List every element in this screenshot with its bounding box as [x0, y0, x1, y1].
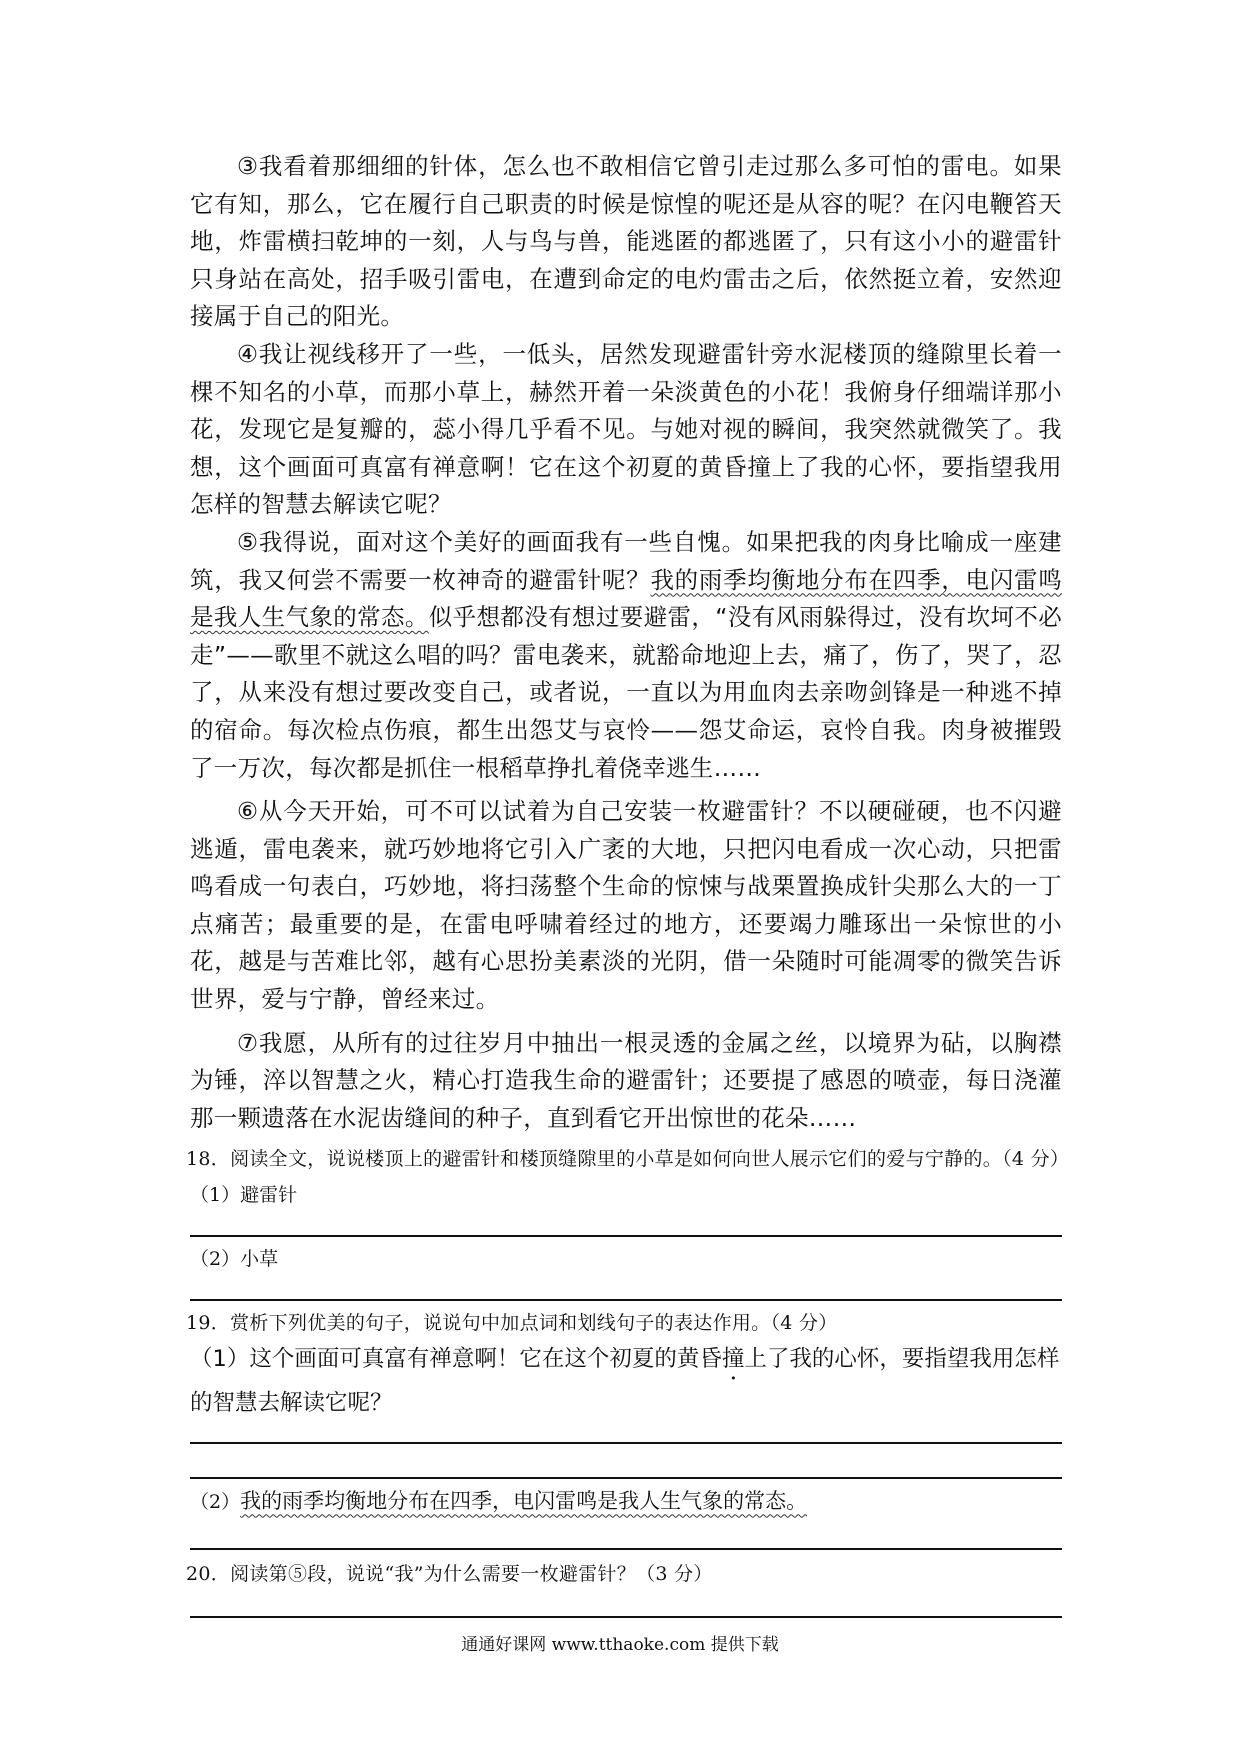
answer-line-19-2[interactable] — [190, 1548, 1062, 1550]
answer-line-20[interactable] — [190, 1616, 1062, 1618]
answer-line-18-1[interactable] — [190, 1235, 1062, 1237]
paragraph-5-text-before: ⑤我得说，面对这个美好的画面我有一些自愧。如果把我的肉身比喻成一座建筑，我又何尝不需要一枚神奇的避雷针呢？ — [190, 527, 1062, 594]
paragraph-5-text-after: 似乎想都没有想过要避雷，“没有风雨躲得过，没有坎坷不必走”——歌里不就这么唱的吗？雷电袭来，就豁命地迎上去，痛了，伤了，哭了，忍了，从来没有想过要改变自己，或者说，一直以为用血肉去亲吻剑锋是一种逃不掉的宿命。每次检点伤痕，都生出怨艾与哀怜——怨艾命运，哀怜自我。肉身被摧毁了一万次，每次都是抓住一根稻草挣扎着侥幸逃生…… — [190, 603, 1063, 782]
paragraph-7: ⑦我愿，从所有的过往岁月中抽出一根灵透的金属之丝，以境界为砧，以胸襟为锤，淬以智慧之火，精心打造我生命的避雷针；还要提了感恩的喷壶，每日浇灌那一颗遗落在水泥齿缝间的种子，直到看它开出惊世的花朵…… — [190, 1028, 1062, 1132]
paragraph-3: ③我看着那细细的针体，怎么也不敢相信它曾引走过那么多可怕的雷电。如果它有知，那么，它在履行自己职责的时候是惊惶的呢还是从容的呢？在闪电鞭笞天地，炸雷横扫乾坤的一刻，人与鸟与兽，能逃匿的都逃匿了，只有这小小的避雷针只身站在高处，招手吸引雷电，在遭到命定的电灼雷击之后，依然挺立着，安然迎接属于自己的阳光。 — [190, 152, 1062, 331]
question-18-sub-1: （1）避雷针 — [190, 1184, 298, 1207]
question-19-sub-1-before: （1）这个画面可真富有禅意啊！它在这个初夏的黄昏 — [190, 1346, 722, 1373]
question-19-sub-1 — [190, 1341, 1062, 1422]
paragraph-5-underlined-sentence: 我的雨季均衡地分布在四季，电闪雷鸣是我人生气象的常态。 — [190, 565, 1062, 632]
question-19-sub-2-underlined: 我的雨季均衡地分布在四季，电闪雷鸣是我人生气象的常态。 — [240, 1489, 808, 1514]
question-19-sub-2 — [190, 1483, 1062, 1520]
question-19-dotted-word: 撞 — [721, 1346, 745, 1373]
question-19-stem: 19．赏析下列优美的句子，说说句中加点词和划线句子的表达作用。（4 分） — [186, 1312, 838, 1335]
questions-section — [186, 1141, 1070, 1618]
paragraph-4: ④我让视线移开了一些，一低头，居然发现避雷针旁水泥楼顶的缝隙里长着一棵不知名的小草，而那小草上，赫然开着一朵淡黄色的小花！我俯身仔细端详那小花，发现它是复瓣的，蕊小得几乎看不见。与她对视的瞬间，我突然就微笑了。我想，这个画面可真富有禅意啊！它在这个初夏的黄昏撞上了我的心怀，要指望我用怎样的智慧去解读它呢？ — [190, 339, 1062, 519]
question-19-sub-2-prefix: （2） — [190, 1491, 241, 1514]
page-footer: 通通好课网 www.tthaoke.com 提供下载 — [461, 1635, 779, 1655]
answer-line-19-1b[interactable] — [190, 1477, 1062, 1479]
question-20-stem: 20．阅读第⑤段，说说“我”为什么需要一枚避雷针？（3 分） — [186, 1563, 713, 1586]
answer-line-18-2[interactable] — [190, 1299, 1062, 1301]
paragraph-6: ⑥从今天开始，可不可以试着为自己安装一枚避雷针？不以硬碰硬，也不闪避逃遁，雷电袭来，就巧妙地将它引入广袤的大地，只把闪电看成一次心动，只把雷鸣看成一句表白，巧妙地，将扫荡整个生命的惊悚与战栗置换成针尖那么大的一丁点痛苦；最重要的是，在雷电呼啸着经过的地方，还要竭力雕琢出一朵惊世的小花，越是与苦难比邻，越有心思扮美素淡的光阴，借一朵随时可能凋零的微笑告诉世界，爱与宁静，曾经来过。 — [190, 797, 1062, 1014]
question-18-sub-2: （2）小草 — [190, 1248, 279, 1271]
answer-line-19-1a[interactable] — [190, 1442, 1062, 1444]
question-19-sub-1-after: 上了我的心怀，要指望我用怎样的智慧去解读它呢？ — [190, 1346, 1060, 1417]
paragraph-5 — [190, 524, 1062, 787]
page-content — [186, 148, 1070, 1618]
question-18-stem: 18．阅读全文，说说楼顶上的避雷针和楼顶缝隙里的小草是如何向世人展示它们的爱与宁静的。（4 分） — [186, 1148, 1070, 1171]
